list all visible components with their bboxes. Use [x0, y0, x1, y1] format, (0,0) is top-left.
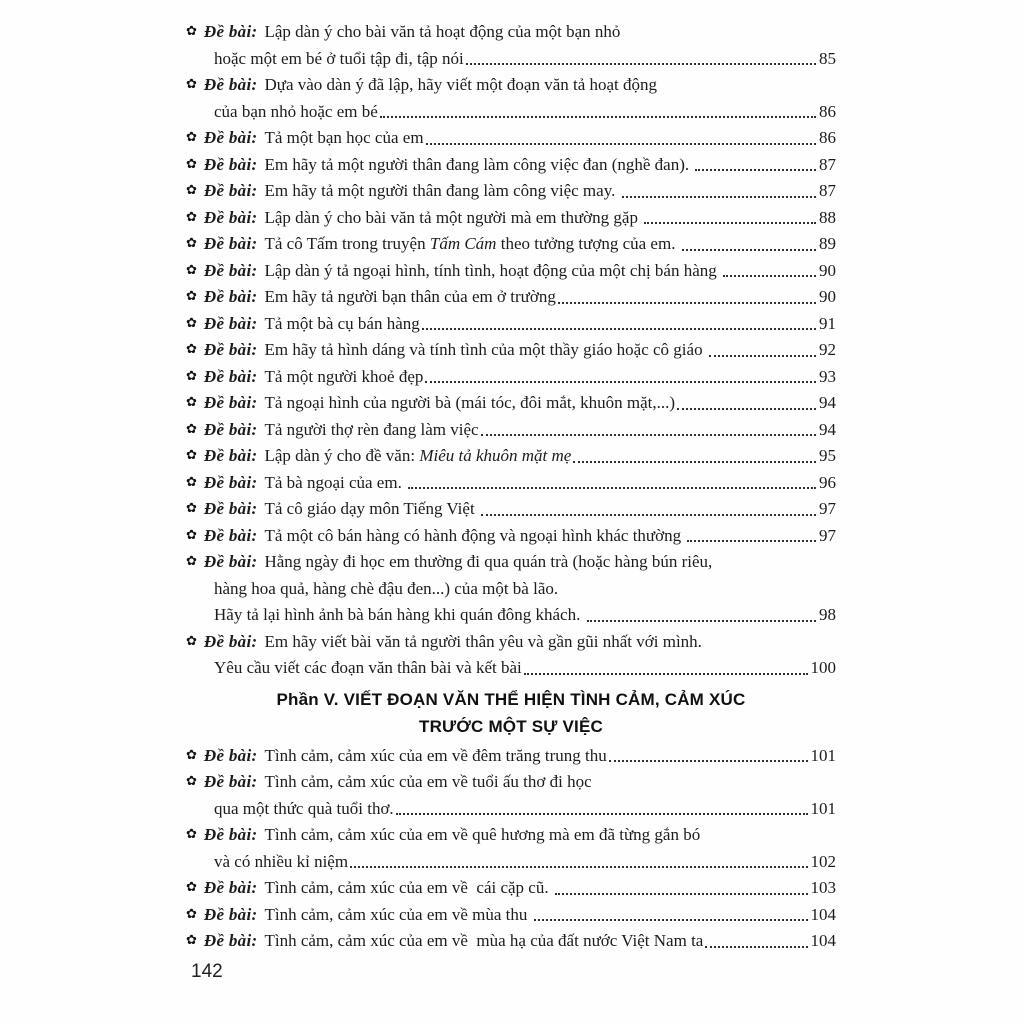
- entry-text: Lập dàn ý cho bài văn tả hoạt động của một bạn nhỏ: [264, 22, 621, 41]
- toc-entry: [186, 902, 836, 929]
- dotted-leader: [408, 487, 816, 489]
- page-number: 88: [819, 207, 836, 227]
- de-bai-label: Đề bài:: [203, 313, 258, 333]
- toc-entry-line: [186, 796, 836, 823]
- toc-entry-line: [186, 822, 836, 849]
- page-number: 87: [819, 181, 836, 200]
- toc-entry: [186, 178, 836, 205]
- entry-text: Tình cảm, cảm xúc của em về cái cặp cũ.: [264, 878, 553, 897]
- toc-entry: [186, 364, 836, 391]
- entry-text: hàng hoa quả, hàng chè đậu đen...) của một bà lão.: [214, 578, 559, 598]
- toc-entry-line: [186, 875, 836, 902]
- dotted-leader: [524, 673, 808, 675]
- entry-text: Tả một cô bán hàng có hành động và ngoại hình khác thường: [264, 525, 686, 545]
- flower-bullet-icon: ✿: [186, 394, 197, 409]
- dotted-leader: [422, 328, 816, 330]
- entry-text: hoặc một em bé ở tuổi tập đi, tập nói: [214, 48, 464, 68]
- toc-entry: [186, 72, 836, 125]
- flower-bullet-icon: ✿: [186, 341, 197, 356]
- section-heading-line: Phần V. VIẾT ĐOẠN VĂN THỂ HIỆN TÌNH CẢM, CẢM XÚC: [276, 689, 746, 709]
- flower-bullet-icon: ✿: [186, 23, 197, 38]
- toc-entry-line: [186, 152, 836, 179]
- de-bai-label: Đề bài:: [203, 181, 258, 200]
- toc-entry-line: [186, 205, 836, 232]
- toc-entry-line: [186, 928, 836, 955]
- page-number: 97: [819, 525, 836, 545]
- dotted-leader: [695, 169, 816, 171]
- toc-entry-line: [186, 576, 836, 603]
- entry-text: theo tưởng tượng của em.: [496, 234, 680, 253]
- de-bai-label: Đề bài:: [203, 154, 258, 174]
- toc-entry-line: [186, 284, 836, 311]
- entry-text: Tình cảm, cảm xúc của em về quê hương mà em đã từng gắn bó: [264, 825, 701, 844]
- dotted-leader: [705, 946, 807, 948]
- toc-entry-line: [186, 258, 836, 285]
- de-bai-label: Đề bài:: [203, 904, 258, 924]
- flower-bullet-icon: ✿: [186, 746, 197, 762]
- flower-bullet-icon: ✿: [186, 182, 197, 197]
- de-bai-label: Đề bài:: [203, 931, 258, 950]
- entry-text: Tả một bạn học của em: [264, 128, 424, 147]
- page-number: 94: [819, 393, 836, 412]
- page-number: 90: [819, 260, 836, 280]
- entry-text: Tả một bà cụ bán hàng: [264, 313, 420, 333]
- de-bai-label: Đề bài:: [203, 393, 258, 412]
- toc-entry-line: [186, 311, 836, 338]
- footer-page-number: 142: [191, 961, 223, 982]
- toc-entry-line: [186, 602, 836, 629]
- page-number: 86: [819, 101, 836, 121]
- dotted-leader: [709, 355, 816, 357]
- de-bai-label: Đề bài:: [203, 260, 258, 280]
- dotted-leader: [555, 893, 808, 895]
- page-number: 104: [810, 904, 836, 924]
- toc-entry: [186, 523, 836, 550]
- toc-entry: [186, 337, 836, 364]
- de-bai-label: Đề bài:: [203, 128, 258, 147]
- de-bai-label: Đề bài:: [203, 234, 258, 253]
- toc-entry-line: [186, 470, 836, 497]
- page-number: 101: [810, 798, 836, 818]
- page-number: 96: [819, 472, 836, 492]
- entry-text: Tả bà ngoại của em.: [264, 472, 407, 492]
- dotted-leader: [558, 302, 816, 304]
- flower-bullet-icon: ✿: [186, 500, 197, 515]
- flower-bullet-icon: ✿: [186, 288, 197, 303]
- toc-entry-line: [186, 19, 836, 46]
- page-number: 103: [810, 878, 836, 897]
- toc-entry: [186, 928, 836, 955]
- de-bai-label: Đề bài:: [203, 631, 258, 651]
- page-number: 102: [810, 851, 836, 871]
- flower-bullet-icon: ✿: [186, 553, 197, 568]
- toc-entry: [186, 19, 836, 72]
- page-number: 91: [819, 313, 836, 333]
- de-bai-label: Đề bài:: [203, 825, 258, 844]
- page-number: 95: [819, 446, 836, 465]
- entry-text: Tình cảm, cảm xúc của em về tuổi ấu thơ đi học: [264, 772, 592, 791]
- dotted-leader: [466, 63, 816, 65]
- page-number: 85: [819, 48, 836, 68]
- entry-text: Tình cảm, cảm xúc của em về mùa thu: [264, 904, 532, 924]
- flower-bullet-icon: ✿: [186, 367, 197, 383]
- dotted-leader: [622, 196, 816, 198]
- flower-bullet-icon: ✿: [186, 879, 197, 894]
- toc-entry: [186, 443, 836, 470]
- entry-text: Tấm Cám: [429, 234, 497, 253]
- de-bai-label: Đề bài:: [203, 472, 258, 492]
- entry-text: Tả cô Tấm trong truyện: [264, 234, 430, 253]
- toc-entry: [186, 390, 836, 417]
- page-number: 100: [810, 658, 836, 677]
- section-heading: [186, 686, 836, 741]
- flower-bullet-icon: ✿: [186, 526, 197, 542]
- de-bai-label: Đề bài:: [203, 419, 258, 439]
- entry-text: Tả cô giáo dạy môn Tiếng Việt: [264, 499, 479, 518]
- toc-entry: [186, 496, 836, 523]
- section-heading-line: TRƯỚC MỘT SỰ VIỆC: [418, 717, 603, 736]
- toc-entry-line: [186, 549, 836, 576]
- entry-text: Lập dàn ý cho bài văn tả một người mà em thường gặp: [264, 207, 643, 227]
- page-number: 94: [819, 419, 836, 439]
- toc-entry-line: [186, 99, 836, 126]
- toc: [186, 19, 836, 955]
- dotted-leader: [682, 249, 816, 251]
- page-number: 87: [819, 154, 836, 174]
- toc-entry: [186, 152, 836, 179]
- flower-bullet-icon: ✿: [186, 208, 197, 224]
- de-bai-label: Đề bài:: [203, 552, 258, 571]
- toc-entry-line: [186, 902, 836, 929]
- toc-entry-line: [186, 769, 836, 796]
- de-bai-label: Đề bài:: [203, 446, 258, 465]
- entry-text: Em hãy viết bài văn tả người thân yêu và gần gũi nhất với mình.: [264, 631, 702, 651]
- toc-entry: [186, 258, 836, 285]
- page-number: 86: [819, 128, 836, 147]
- toc-entry-line: [186, 231, 836, 258]
- toc-entry-line: [186, 849, 836, 876]
- flower-bullet-icon: ✿: [186, 76, 197, 91]
- flower-bullet-icon: ✿: [186, 420, 197, 436]
- toc-entry: [186, 743, 836, 770]
- toc-entry-line: [186, 443, 836, 470]
- toc-entry-line: [186, 364, 836, 391]
- de-bai-label: Đề bài:: [203, 772, 258, 791]
- flower-bullet-icon: ✿: [186, 129, 197, 144]
- dotted-leader: [587, 620, 816, 622]
- flower-bullet-icon: ✿: [186, 826, 197, 841]
- dotted-leader: [644, 222, 816, 224]
- page-number: 104: [810, 931, 836, 950]
- entry-text: Lập dàn ý cho đề văn:: [264, 446, 420, 465]
- flower-bullet-icon: ✿: [186, 261, 197, 277]
- entry-text: Tả một người khoẻ đẹp: [264, 366, 424, 386]
- entry-text: Em hãy tả một người thân đang làm công việc may.: [264, 181, 620, 200]
- toc-entry: [186, 769, 836, 822]
- toc-entry: [186, 231, 836, 258]
- page-number: 97: [819, 499, 836, 518]
- de-bai-label: Đề bài:: [203, 745, 258, 765]
- entry-text: Yêu cầu viết các đoạn văn thân bài và kết bài: [214, 658, 522, 677]
- de-bai-label: Đề bài:: [203, 525, 258, 545]
- de-bai-label: Đề bài:: [203, 340, 258, 359]
- de-bai-label: Đề bài:: [203, 287, 258, 306]
- flower-bullet-icon: ✿: [186, 905, 197, 921]
- entry-text: Tả ngoại hình của người bà (mái tóc, đôi mắt, khuôn mặt,...): [264, 393, 675, 412]
- toc-entry-line: [186, 655, 836, 682]
- de-bai-label: Đề bài:: [203, 207, 258, 227]
- page-number: 92: [819, 340, 836, 359]
- toc-entry-line: [186, 417, 836, 444]
- flower-bullet-icon: ✿: [186, 235, 197, 250]
- toc-entry: [186, 311, 836, 338]
- toc-entry: [186, 417, 836, 444]
- toc-entry: [186, 125, 836, 152]
- de-bai-label: Đề bài:: [203, 499, 258, 518]
- toc-entry: [186, 549, 836, 629]
- flower-bullet-icon: ✿: [186, 473, 197, 489]
- entry-text: Tình cảm, cảm xúc của em về đêm trăng trung thu: [264, 745, 607, 765]
- dotted-leader: [481, 434, 816, 436]
- toc-entry: [186, 875, 836, 902]
- toc-entry-line: [186, 178, 836, 205]
- toc-entry-line: [186, 390, 836, 417]
- dotted-leader: [609, 760, 808, 762]
- dotted-leader: [573, 461, 816, 463]
- entry-text: Miêu tả khuôn mặt mẹ: [419, 446, 572, 465]
- toc-entry-line: [186, 629, 836, 656]
- toc-entry-line: [186, 72, 836, 99]
- toc-entry: [186, 822, 836, 875]
- de-bai-label: Đề bài:: [203, 366, 258, 386]
- toc-entry: [186, 470, 836, 497]
- entry-text: Tình cảm, cảm xúc của em về mùa hạ của đất nước Việt Nam ta: [264, 931, 704, 950]
- dotted-leader: [396, 813, 808, 815]
- page-number: 98: [819, 605, 836, 624]
- flower-bullet-icon: ✿: [186, 314, 197, 330]
- dotted-leader: [350, 866, 807, 868]
- flower-bullet-icon: ✿: [186, 155, 197, 171]
- toc-entry-line: [186, 46, 836, 73]
- toc-entry: [186, 205, 836, 232]
- entry-text: qua một thức quà tuổi thơ.: [214, 798, 394, 818]
- page-number: 90: [819, 287, 836, 306]
- toc-entry: [186, 629, 836, 682]
- dotted-leader: [481, 514, 816, 516]
- de-bai-label: Đề bài:: [203, 878, 258, 897]
- entry-text: Em hãy tả hình dáng và tính tình của một thầy giáo hoặc cô giáo: [264, 340, 707, 359]
- toc-entry-line: [186, 743, 836, 770]
- page-number: 101: [810, 745, 836, 765]
- entry-text: Hãy tả lại hình ảnh bà bán hàng khi quán đông khách.: [214, 605, 585, 624]
- entry-text: và có nhiều kỉ niệm: [214, 851, 349, 871]
- page-number: 89: [819, 234, 836, 253]
- entry-text: Hằng ngày đi học em thường đi qua quán trà (hoặc hàng bún riêu,: [264, 552, 713, 571]
- de-bai-label: Đề bài:: [203, 75, 258, 94]
- entry-text: của bạn nhỏ hoặc em bé: [214, 101, 378, 121]
- toc-entry-line: [186, 496, 836, 523]
- flower-bullet-icon: ✿: [186, 932, 197, 947]
- de-bai-label: Đề bài:: [203, 22, 258, 41]
- entry-text: Em hãy tả một người thân đang làm công việc đan (nghề đan).: [264, 154, 694, 174]
- toc-entry-line: [186, 523, 836, 550]
- toc-entry: [186, 284, 836, 311]
- flower-bullet-icon: ✿: [186, 447, 197, 462]
- dotted-leader: [426, 143, 816, 145]
- toc-entry-line: [186, 337, 836, 364]
- dotted-leader: [687, 540, 816, 542]
- flower-bullet-icon: ✿: [186, 773, 197, 788]
- dotted-leader: [425, 381, 816, 383]
- dotted-leader: [723, 275, 816, 277]
- entry-text: Em hãy tả người bạn thân của em ở trường: [264, 287, 556, 306]
- dotted-leader: [677, 408, 816, 410]
- entry-text: Lập dàn ý tả ngoại hình, tính tình, hoạt động của một chị bán hàng: [264, 260, 722, 280]
- dotted-leader: [534, 919, 808, 921]
- dotted-leader: [380, 116, 816, 118]
- toc-entry-line: [186, 125, 836, 152]
- page-number: 93: [819, 366, 836, 386]
- entry-text: Dựa vào dàn ý đã lập, hãy viết một đoạn văn tả hoạt động: [264, 75, 658, 94]
- flower-bullet-icon: ✿: [186, 632, 197, 648]
- entry-text: Tả người thợ rèn đang làm việc: [264, 419, 479, 439]
